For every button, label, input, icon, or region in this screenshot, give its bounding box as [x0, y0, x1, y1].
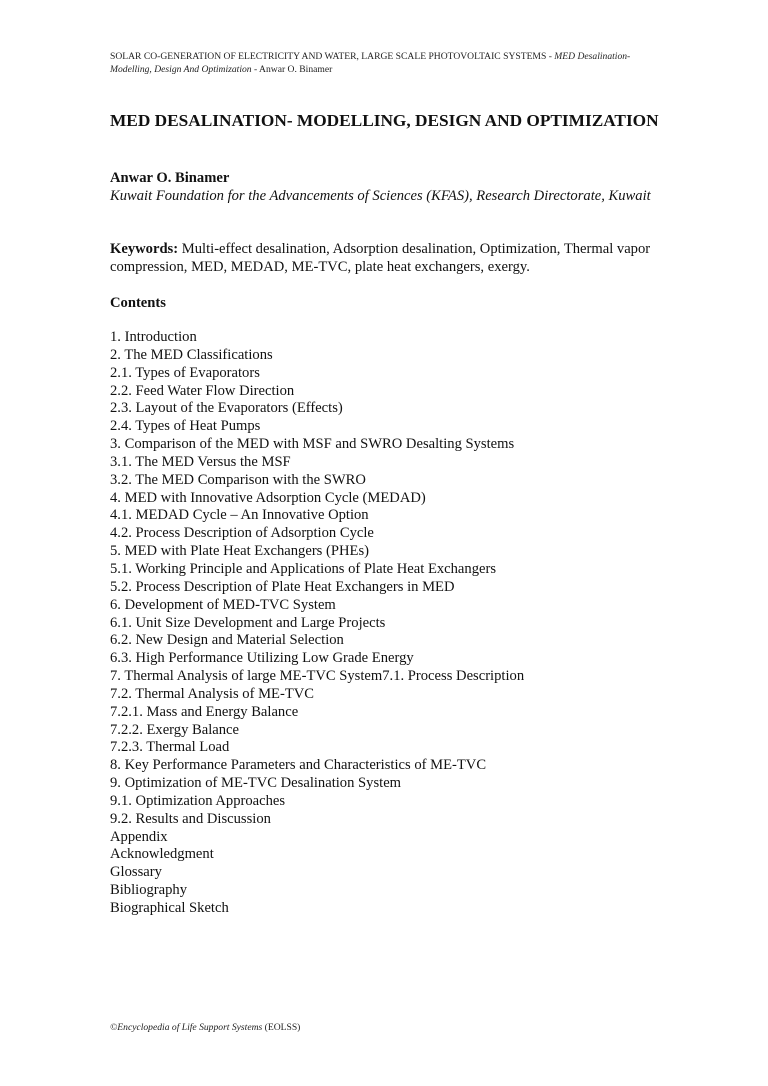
contents-heading: Contents — [110, 295, 166, 311]
toc-item[interactable]: 9.2. Results and Discussion — [110, 810, 271, 827]
table-of-contents — [110, 329, 670, 918]
toc-item[interactable]: 5. MED with Plate Heat Exchangers (PHEs) — [110, 543, 369, 560]
toc-item[interactable]: 1. Introduction — [110, 329, 197, 345]
toc-item[interactable]: 6. Development of MED-TVC System — [110, 596, 336, 613]
keywords-text: Multi-effect desalination, Adsorption desalination, Optimization, Thermal vapor compression, MED, MEDAD, ME-TVC, plate heat exchangers, exergy. — [110, 241, 651, 275]
toc-item[interactable]: 9.1. Optimization Approaches — [110, 792, 286, 809]
toc-item[interactable]: 2.4. Types of Heat Pumps — [110, 418, 261, 435]
keywords — [110, 240, 670, 276]
footer-publisher: ©Encyclopedia of Life Support Systems — [110, 1022, 263, 1033]
running-header-chapter: MED Desalination- Modelling, Design And Optimization — [110, 51, 631, 75]
toc-item[interactable]: Appendix — [110, 828, 168, 845]
toc-item[interactable]: 9. Optimization of ME-TVC Desalination System — [110, 775, 402, 792]
document-title: MED DESALINATION- MODELLING, DESIGN AND OPTIMIZATION — [110, 111, 659, 130]
toc-item[interactable]: 4.1. MEDAD Cycle – An Innovative Option — [110, 507, 369, 524]
toc-item[interactable]: 8. Key Performance Parameters and Characteristics of ME-TVC — [110, 757, 487, 774]
toc-item[interactable]: 2.2. Feed Water Flow Direction — [110, 382, 295, 399]
toc-item[interactable]: 6.1. Unit Size Development and Large Projects — [110, 614, 386, 631]
author-affiliation: Kuwait Foundation for the Advancements of Sciences (KFAS), Research Directorate, Kuwait — [110, 188, 651, 204]
toc-item[interactable]: 3. Comparison of the MED with MSF and SWRO Desalting Systems — [110, 436, 515, 453]
toc-item[interactable]: 7. Thermal Analysis of large ME-TVC System7.1. Process Description — [110, 668, 525, 685]
toc-item[interactable]: 3.2. The MED Comparison with the SWRO — [110, 471, 366, 488]
toc-item[interactable]: 5.2. Process Description of Plate Heat Exchangers in MED — [110, 578, 455, 595]
author-name: Anwar O. Binamer — [110, 170, 230, 186]
toc-item[interactable]: 7.2.2. Exergy Balance — [110, 721, 240, 738]
footer-abbrev: (EOLSS) — [262, 1022, 301, 1033]
toc-item[interactable]: Glossary — [110, 864, 162, 881]
keywords-label: Keywords: — [110, 241, 179, 257]
toc-item[interactable]: Acknowledgment — [110, 846, 214, 863]
toc-item[interactable]: 2.1. Types of Evaporators — [110, 364, 260, 381]
page-footer — [110, 1022, 300, 1034]
toc-item[interactable]: 2. The MED Classifications — [110, 346, 273, 363]
running-header-series: SOLAR CO-GENERATION OF ELECTRICITY AND WATER, LARGE SCALE PHOTOVOLTAIC SYSTEMS - — [110, 51, 555, 62]
toc-item[interactable]: 6.3. High Performance Utilizing Low Grade Energy — [110, 650, 414, 667]
running-header — [110, 51, 670, 76]
running-header-author: - Anwar O. Binamer — [251, 63, 333, 75]
toc-item[interactable]: 7.2. Thermal Analysis of ME-TVC — [110, 685, 315, 702]
toc-item[interactable]: 3.1. The MED Versus the MSF — [110, 453, 291, 470]
toc-item[interactable]: 2.3. Layout of the Evaporators (Effects) — [110, 400, 343, 417]
toc-item[interactable]: Biographical Sketch — [110, 900, 229, 916]
toc-item[interactable]: 6.2. New Design and Material Selection — [110, 632, 344, 649]
toc-item[interactable]: 4. MED with Innovative Adsorption Cycle (MEDAD) — [110, 489, 426, 506]
toc-item[interactable]: 7.2.3. Thermal Load — [110, 739, 230, 756]
toc-item[interactable]: 4.2. Process Description of Adsorption Cycle — [110, 525, 374, 542]
toc-item[interactable]: Bibliography — [110, 882, 188, 899]
toc-item[interactable]: 7.2.1. Mass and Energy Balance — [110, 703, 299, 720]
toc-item[interactable]: 5.1. Working Principle and Applications of Plate Heat Exchangers — [110, 560, 497, 577]
